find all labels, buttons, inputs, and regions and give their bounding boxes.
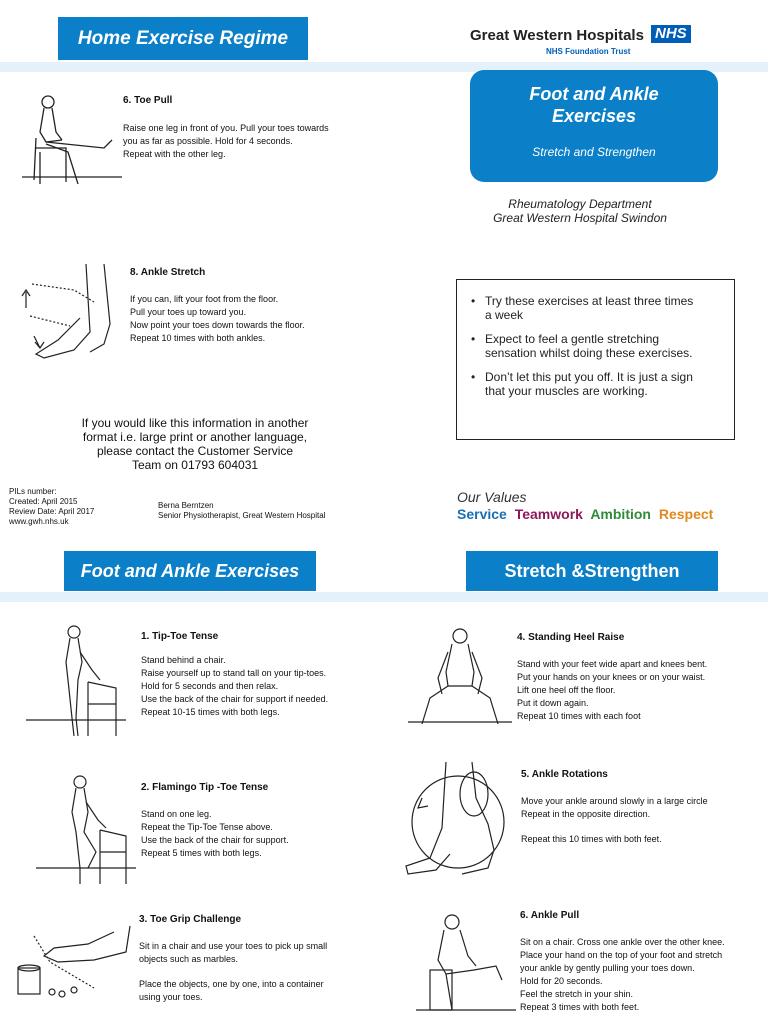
department-info [466, 197, 694, 225]
toe-grip-line: Place the objects, one by one, into a container [139, 979, 324, 989]
tip-line: Expect to feel a gentle stretching [485, 332, 660, 346]
heel-raise-line: Repeat 10 times with each foot [517, 711, 641, 721]
ankle-rotations-title: 5. Ankle Rotations [521, 769, 608, 780]
toe-grip-illustration [14, 922, 134, 1002]
toe-grip-line: Sit in a chair and use your toes to pick up small [139, 941, 328, 951]
tips-box [456, 279, 735, 440]
flamingo-line: Repeat the Tip-Toe Tense above. [141, 822, 273, 832]
tip-toe-line: Hold for 5 seconds and then relax. [141, 681, 279, 691]
pil-info [9, 487, 94, 527]
ankle-rotations-line: Repeat this 10 times with both feet. [521, 834, 662, 844]
ankle-pull-line: Sit on a chair. Cross one ankle over the other knee. [520, 937, 725, 947]
ankle-stretch-line: Repeat 10 times with both ankles. [130, 333, 266, 343]
foot-ankle-banner [64, 551, 316, 591]
flamingo-title: 2. Flamingo Tip -Toe Tense [141, 782, 269, 793]
author-role: Senior Physiotherapist, Great Western Hospital [158, 511, 326, 520]
cover-title-line: Foot and Ankle [529, 84, 659, 104]
bottom-stripe [0, 592, 768, 602]
tip-item: • Expect to feel a gentle stretching sensation whilst doing these exercises. [471, 332, 693, 360]
department-line: Rheumatology Department [508, 197, 652, 211]
toe-pull-illustration [22, 92, 122, 192]
toe-pull-line: you as far as possible. Hold for 4 seconds. [123, 136, 293, 146]
foot-ankle-section-title: Foot and Ankle Exercises [80, 560, 300, 581]
ankle-pull-line: Hold for 20 seconds. [520, 976, 603, 986]
tip-line: Don’t let this put you off. It is just a sign [485, 370, 693, 384]
toe-pull-line: Raise one leg in front of you. Pull your toes towards [123, 123, 329, 133]
toe-grip-line: objects such as marbles. [139, 954, 239, 964]
ankle-stretch-line: Now point your toes down towards the floor. [130, 320, 305, 330]
cover-subtitle: Stretch and Strengthen [532, 145, 656, 159]
tip-toe-line: Repeat 10-15 times with both legs. [141, 707, 280, 717]
tip-line: Try these exercises at least three times [485, 294, 694, 308]
tip-line: sensation whilst doing these exercises. [485, 346, 693, 360]
stretch-banner [466, 551, 718, 591]
tip-toe-line: Use the back of the chair for support if needed. [141, 694, 329, 704]
heel-raise-line: Stand with your feet wide apart and knees bent. [517, 659, 708, 669]
home-regime-banner [58, 17, 308, 60]
info-line: format i.e. large print or another language, [82, 430, 308, 444]
toe-grip-line: using your toes. [139, 992, 203, 1002]
toe-grip-title: 3. Toe Grip Challenge [139, 914, 242, 925]
value-teamwork: Teamwork [514, 506, 583, 522]
tip-toe-title: 1. Tip-Toe Tense [141, 631, 219, 642]
tip-toe-line: Raise yourself up to stand tall on your tip-toes. [141, 668, 327, 678]
pil-number: PILs number: [9, 487, 57, 496]
spacer [139, 966, 327, 978]
ankle-pull-illustration [416, 910, 516, 1016]
toe-pull-text [123, 122, 329, 161]
ankle-rotations-line: Repeat in the opposite direction. [521, 809, 651, 819]
tip-item: • Don’t let this put you off. It is just a sign that your muscles are working. [471, 370, 693, 398]
ankle-pull-text [520, 936, 725, 1014]
ankle-stretch-title: 8. Ankle Stretch [130, 267, 206, 278]
nhs-logo: NHS [651, 25, 691, 43]
tip-line: a week [485, 308, 524, 322]
tip-toe-illustration [26, 622, 126, 742]
cover-title-box [470, 70, 718, 182]
tip-toe-line: Stand behind a chair. [141, 655, 226, 665]
flamingo-line: Use the back of the chair for support. [141, 835, 289, 845]
ankle-stretch-line: If you can, lift your foot from the floor. [130, 294, 279, 304]
tip-toe-text [141, 654, 328, 719]
flamingo-line: Stand on one leg. [141, 809, 212, 819]
pil-review: Review Date: April 2017 [9, 507, 95, 516]
ankle-stretch-line: Pull your toes up toward you. [130, 307, 247, 317]
spacer [521, 821, 708, 833]
hospital-logo [470, 24, 700, 60]
flamingo-illustration [36, 772, 136, 890]
home-regime-title: Home Exercise Regime [77, 27, 289, 49]
cover-title-line: Exercises [551, 106, 637, 126]
info-line: Team on 01793 604031 [131, 458, 259, 472]
value-ambition: Ambition [590, 506, 651, 522]
ankle-pull-line: Repeat 3 times with both feet. [520, 1002, 640, 1012]
info-line: If you would like this information in another [81, 416, 309, 430]
flamingo-text [141, 808, 289, 860]
author-info [158, 501, 325, 521]
ankle-stretch-illustration [14, 262, 124, 368]
toe-pull-title: 6. Toe Pull [123, 95, 173, 106]
hospital-name: Great Western Hospitals [470, 27, 644, 44]
our-values [457, 489, 717, 522]
info-line: please contact the Customer Service [96, 444, 294, 458]
toe-pull-line: Repeat with the other leg. [123, 149, 226, 159]
ankle-pull-line: Feel the stretch in your shin. [520, 989, 634, 999]
values-heading: Our Values [457, 489, 527, 505]
ankle-rotations-text [521, 795, 708, 846]
heel-raise-title: 4. Standing Heel Raise [517, 632, 625, 643]
values-list [457, 506, 717, 522]
heel-raise-illustration [408, 622, 512, 734]
tip-line: that your muscles are working. [485, 384, 648, 398]
toe-grip-text [139, 940, 327, 1004]
heel-raise-line: Lift one heel off the floor. [517, 685, 616, 695]
ankle-pull-title: 6. Ankle Pull [520, 910, 580, 921]
heel-raise-line: Put your hands on your knees or on your waist. [517, 672, 706, 682]
pil-web[interactable]: www.gwh.nhs.uk [9, 517, 69, 526]
stretch-section-title: Stretch &Strengthen [504, 560, 680, 581]
ankle-rotations-line: Move your ankle around slowly in a large circle [521, 796, 708, 806]
tip-item: • Try these exercises at least three times a week [471, 294, 694, 322]
value-respect: Respect [658, 506, 714, 522]
flamingo-line: Repeat 5 times with both legs. [141, 848, 262, 858]
heel-raise-text [517, 658, 707, 723]
ankle-pull-line: Place your hand on the top of your foot and stretch [520, 950, 723, 960]
info-paragraph [60, 416, 330, 472]
ankle-pull-line: your ankle by gently pulling your toes down. [520, 963, 695, 973]
ankle-stretch-text [130, 293, 305, 345]
heel-raise-line: Put it down again. [517, 698, 589, 708]
department-line: Great Western Hospital Swindon [493, 211, 667, 225]
pil-created: Created: April 2015 [9, 497, 78, 506]
author-name: Berna Berntzen [158, 501, 214, 510]
value-service: Service [457, 506, 507, 522]
ankle-rotations-illustration [402, 758, 514, 880]
trust-name: NHS Foundation Trust [546, 47, 631, 56]
